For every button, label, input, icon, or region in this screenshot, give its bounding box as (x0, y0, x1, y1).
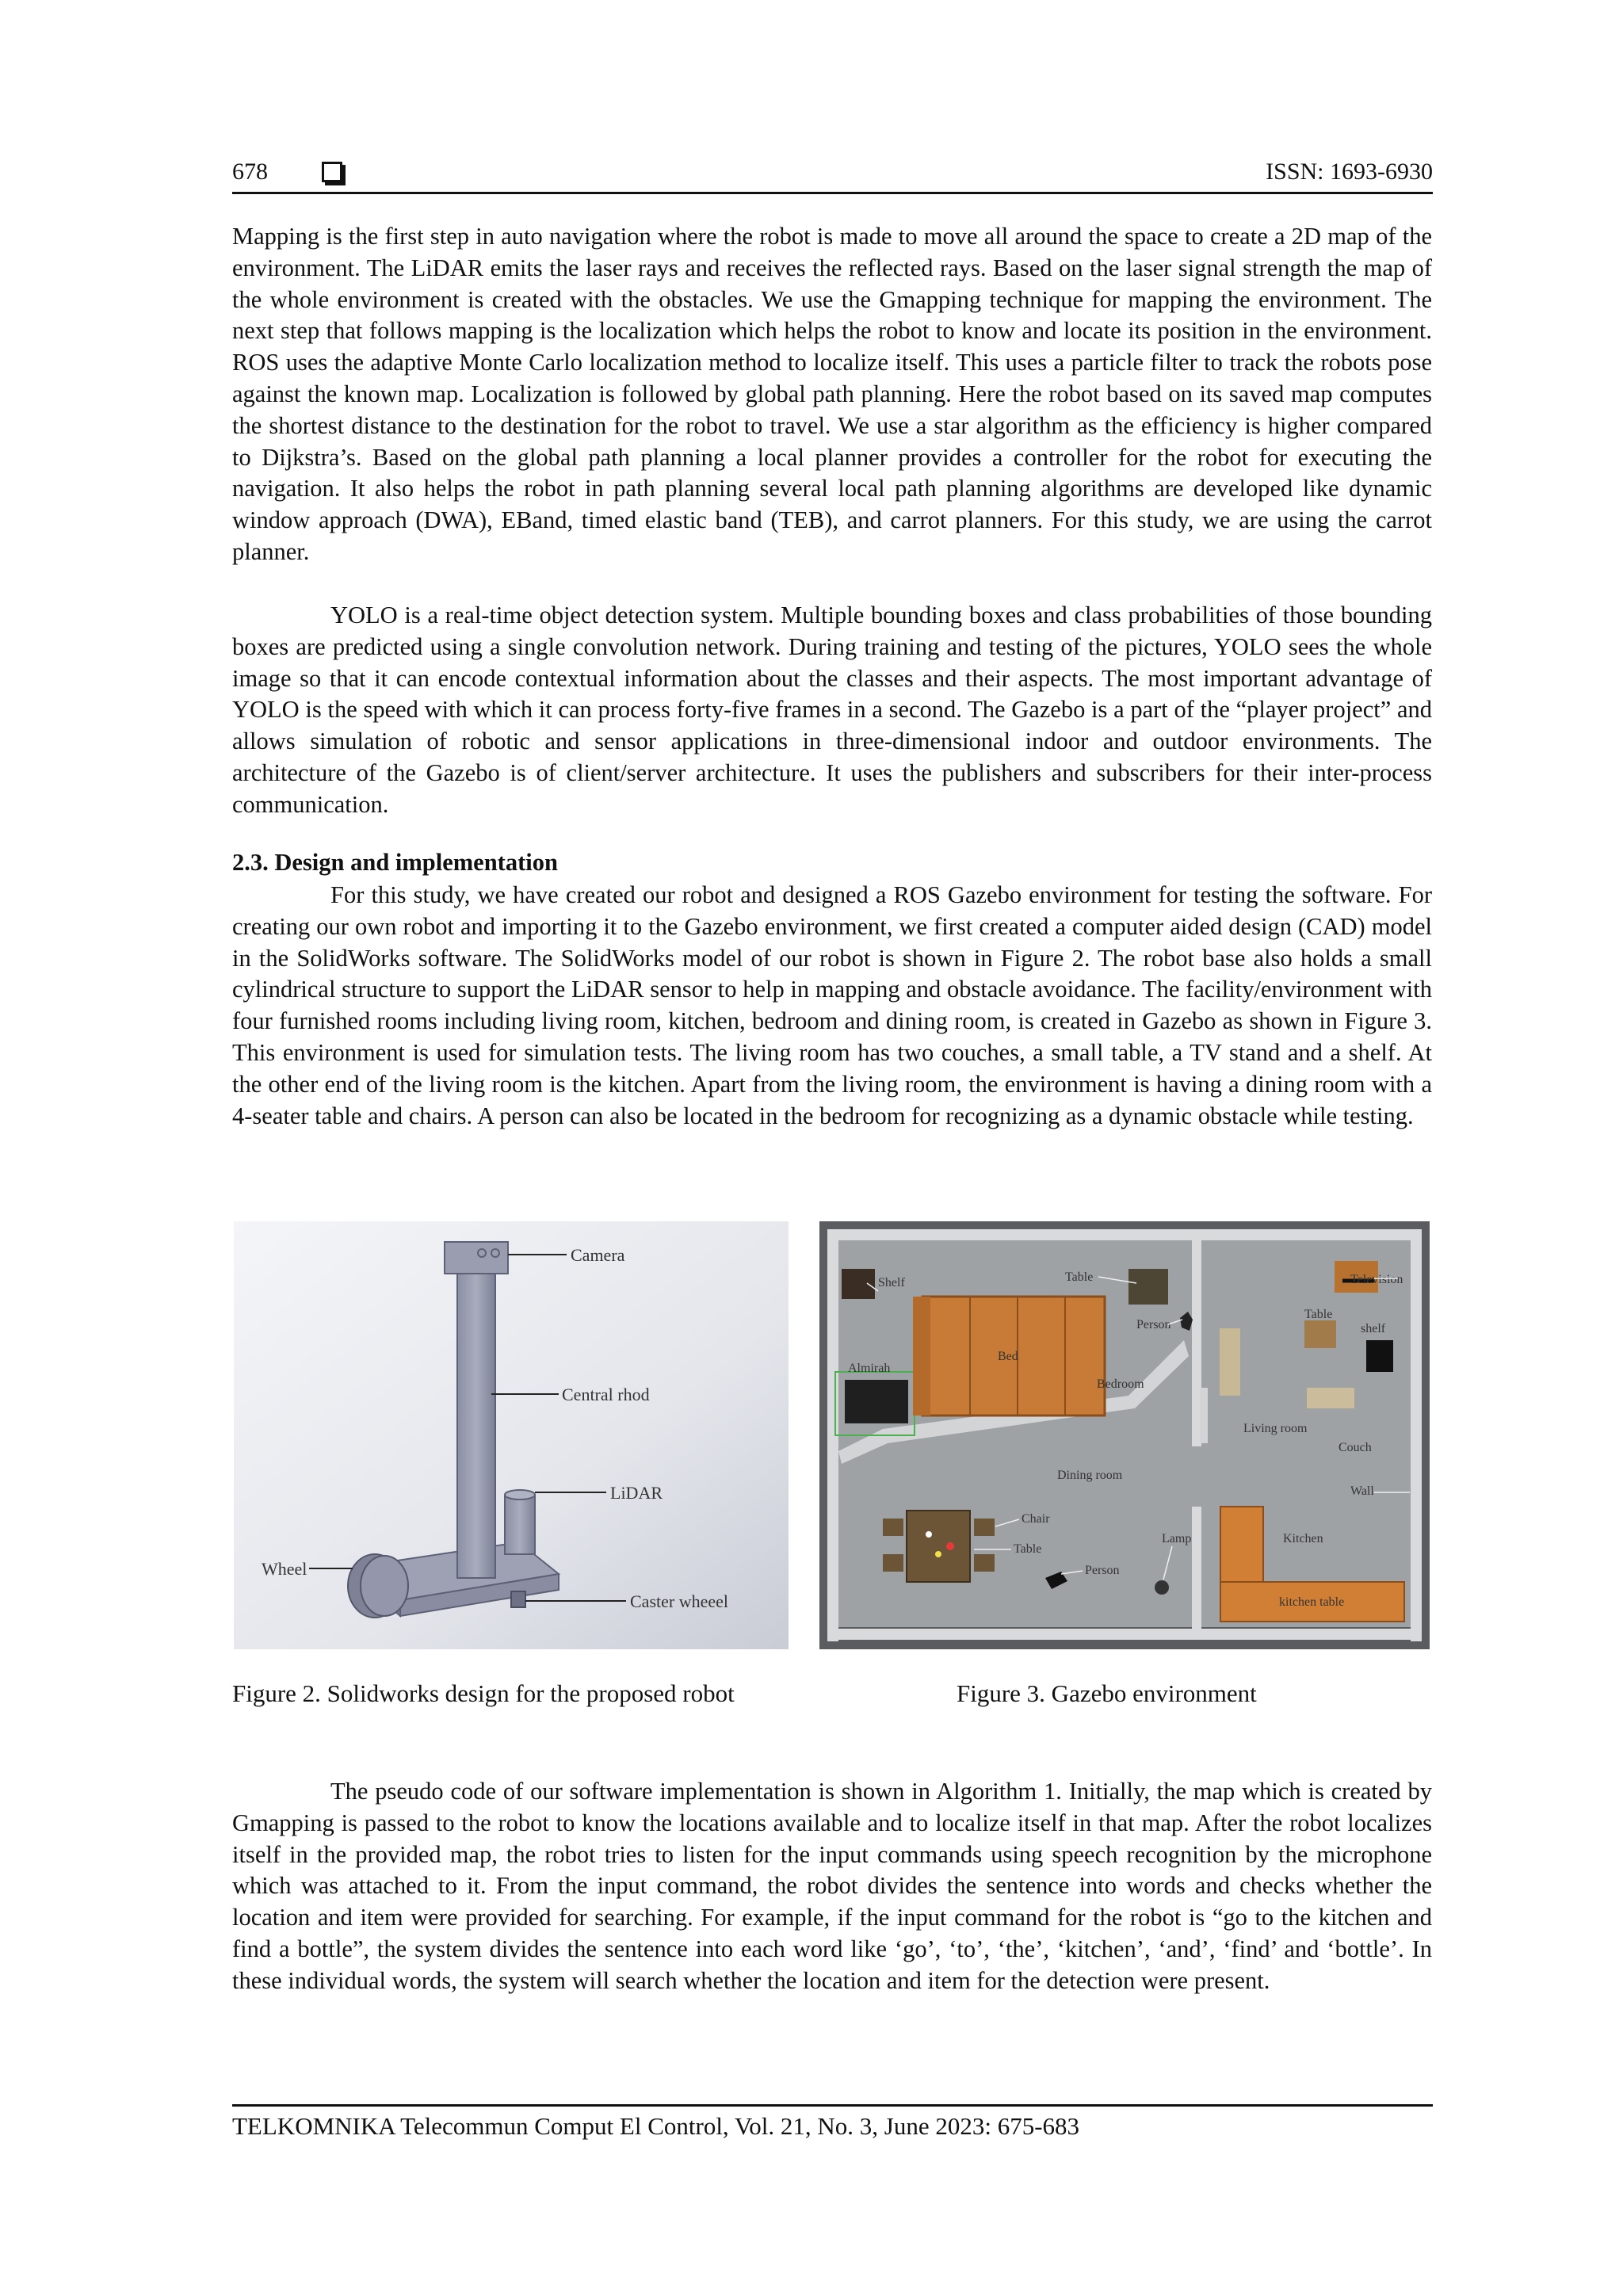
label-dining-room: Dining room (1057, 1469, 1123, 1482)
label-lamp: Lamp (1162, 1532, 1192, 1545)
label-wheel: Wheel (262, 1559, 307, 1579)
label-table-right: Table (1304, 1308, 1333, 1321)
label-chair: Chair (1022, 1512, 1050, 1526)
caster-shape (511, 1591, 525, 1607)
label-caster-wheel: Caster wheeel (630, 1591, 728, 1611)
label-central-rhod: Central rhod (562, 1385, 650, 1404)
figure-3-caption: Figure 3. Gazebo environment (957, 1679, 1257, 1707)
central-rod-shape (457, 1253, 495, 1578)
running-header (232, 155, 1433, 189)
label-almirah: Almirah (848, 1362, 891, 1375)
camera-shape (445, 1242, 508, 1274)
label-television: Television (1350, 1273, 1403, 1286)
page-number: 678 (232, 159, 268, 185)
label-wall: Wall (1350, 1484, 1374, 1498)
label-table-dining: Table (1014, 1542, 1042, 1556)
paragraph-pseudocode: The pseudo code of our software implementation is shown in Algorithm 1. Initially, the map which is created by Gmapping is passed to the robot to know the locations available and to localize itself in that map. After the robot localizes itself in the provided map, the robot tries to listen for the input commands using speech recognition by the microphone which was attached to it. From the input command, the robot divides the sentence into words and checks whether the location and item were provided for searching. For example, if the input command for the robot is “go to the kitchen and find a bottle”, the system divides the sentence into each word like ‘go’, ‘to’, ‘the’, ‘kitchen’, ‘and’, ‘find’ and ‘bottle’. In these individual words, the system will search whether the location and item for the detection were present. (232, 1778, 1432, 1994)
section-heading: 2.3. Design and implementation (232, 849, 558, 876)
label-lidar: LiDAR (610, 1483, 663, 1503)
footer-rule (232, 2104, 1433, 2107)
figure-3-gazebo-environment (819, 1221, 1430, 1649)
label-couch: Couch (1338, 1441, 1372, 1454)
label-bedroom: Bedroom (1097, 1377, 1144, 1391)
label-kitchen-table: kitchen table (1279, 1595, 1345, 1609)
label-bed: Bed (998, 1350, 1018, 1363)
gazebo-floorplan (819, 1221, 1430, 1649)
paragraph-yolo: YOLO is a real-time object detection system. Multiple bounding boxes and class probabilities of those bounding boxes are predicted using a single convolution network. During training and testing of the pictures, YOLO sees the whole image so that it can encode contextual information about the classes and their aspects. The most important advantage of YOLO is the speed with which it can process forty-five frames in a second. The Gazebo is a part of the “player project” and allows simulation of robotic and sensor applications in three-dimensional indoor and outdoor environments. The architecture of the Gazebo is of client/server architecture. It uses the publishers and subscribers for their inter-process communication. (232, 602, 1432, 818)
label-kitchen: Kitchen (1283, 1532, 1323, 1545)
figure-2-caption: Figure 2. Solidworks design for the proposed robot (232, 1679, 735, 1707)
header-rule (232, 192, 1433, 194)
label-person-top: Person (1136, 1318, 1171, 1331)
square-bullet-icon (322, 162, 342, 182)
paragraph-mapping: Mapping is the first step in auto navigation where the robot is made to move all around the space to create a 2D map of the environment. The LiDAR emits the laser rays and receives the reflected rays. Based on the laser signal strength the map of the whole environment is created with the obstacles. We use the Gmapping technique for mapping the environment. The next step that follows mapping is the localization which helps the robot to know and locate its position in the environment. ROS uses the adaptive Monte Carlo localization method to localize itself. This uses a particle filter to track the robots pose against the known map. Localization is followed by global path planning. Here the robot based on its saved map computes the shortest distance to the destination for the robot to travel. We use a star algorithm as the efficiency is higher compared to Dijkstra’s. Based on the global path planning a local planner provides a controller for the robot for executing the navigation. It also helps the robot in path planning several local path planning algorithms are developed like dynamic window approach (DWA), EBand, timed elastic band (TEB), and carrot planners. For this study, we are using the carrot planner. (232, 223, 1432, 565)
label-living-room: Living room (1243, 1422, 1308, 1435)
running-footer: TELKOMNIKA Telecommun Comput El Control, Vol. 21, No. 3, June 2023: 675-683 (232, 2112, 1080, 2140)
label-person-bottom: Person (1085, 1564, 1120, 1577)
label-shelf-left: Shelf (878, 1276, 905, 1289)
paragraph-design: For this study, we have created our robot and designed a ROS Gazebo environment for testing the software. For creating our own robot and importing it to the Gazebo environment, we first created a computer aided design (CAD) model in the SolidWorks software. The SolidWorks model of our robot is shown in Figure 2. The robot base also holds a small cylindrical structure to support the LiDAR sensor to help in mapping and obstacle avoidance. The facility/environment with four furnished rooms including living room, kitchen, bedroom and dining room, is created in Gazebo as shown in Figure 3. This environment is used for simulation tests. The living room has two couches, a small table, a TV stand and a shelf. At the other end of the living room is the kitchen. Apart from the living room, the environment is having a dining room with a 4-seater table and chairs. A person can also be located in the bedroom for recognizing as a dynamic obstacle while testing. (232, 881, 1432, 1129)
lidar-shape (505, 1495, 535, 1554)
issn: ISSN: 1693-6930 (1266, 159, 1433, 185)
figure-2-solidworks-robot (234, 1221, 789, 1649)
label-camera: Camera (571, 1245, 625, 1265)
label-table-top: Table (1065, 1270, 1094, 1284)
label-shelf-right: shelf (1361, 1322, 1386, 1335)
robot-cad-drawing (234, 1221, 789, 1649)
